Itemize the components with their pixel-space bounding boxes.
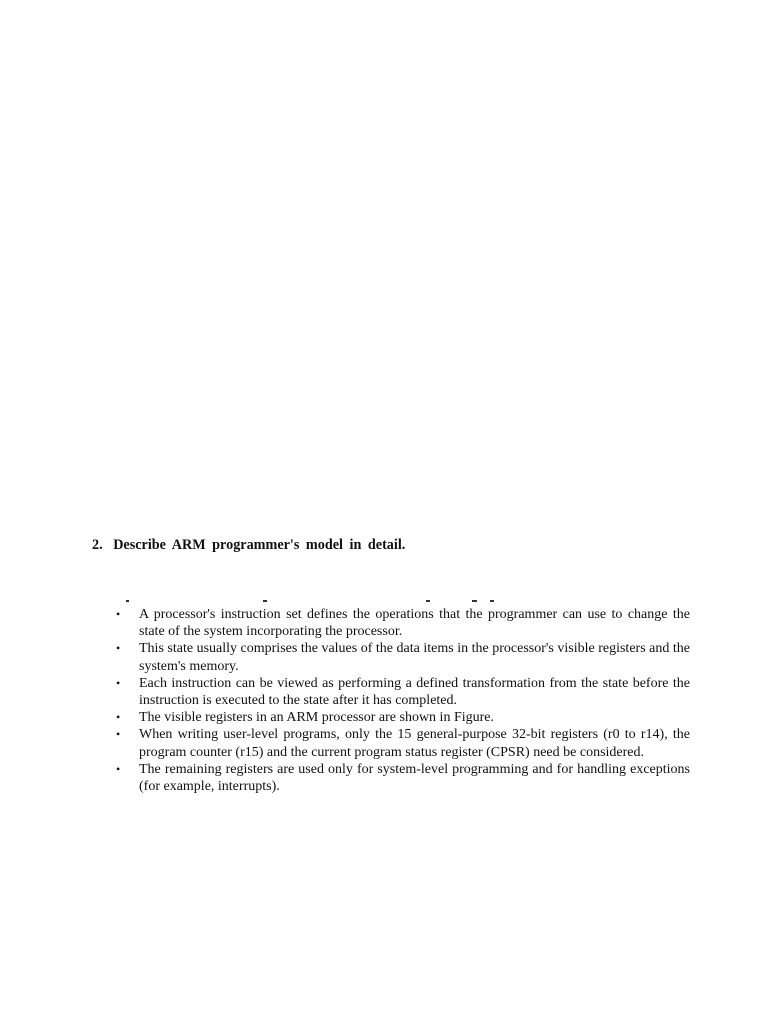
list-item-text: A processor's instruction set defines the operations that the programmer can use to change the state of the system incorporating the processor. <box>139 607 690 640</box>
bullet-icon: • <box>116 641 121 656</box>
question-text: Describe ARM programmer's model in detail. <box>113 537 406 553</box>
list-item-text: This state usually comprises the values of the data items in the processor's visible registers and the system's memory. <box>139 641 690 674</box>
list-item <box>110 709 690 726</box>
bullet-icon: • <box>116 710 121 725</box>
list-item-text: The remaining registers are used only for system-level programming and for handling exceptions (for example, interrupts). <box>139 761 690 795</box>
list-item <box>110 761 690 795</box>
bullet-icon: • <box>116 675 121 690</box>
list-item-text: The visible registers in an ARM processor are shown in Figure. <box>139 710 494 726</box>
list-item <box>110 606 690 640</box>
list-item <box>110 726 690 760</box>
question-number: 2. <box>92 537 103 553</box>
list-item-text: Each instruction can be viewed as performing a defined transformation from the state before the instruction is executed to the state after it has completed. <box>139 675 690 709</box>
bullet-icon: • <box>116 727 121 742</box>
list-item-text: When writing user-level programs, only the 15 general-purpose 32-bit registers (r0 to r14), the program counter (r15) and the current program status register (CPSR) need be considered. <box>139 727 690 760</box>
list-item <box>110 640 690 674</box>
bullet-icon: • <box>116 761 121 776</box>
clipped-text-line <box>124 595 504 603</box>
bullet-list <box>110 606 690 795</box>
question-heading <box>92 537 405 554</box>
bullet-icon: • <box>116 607 121 621</box>
list-item <box>110 675 690 709</box>
